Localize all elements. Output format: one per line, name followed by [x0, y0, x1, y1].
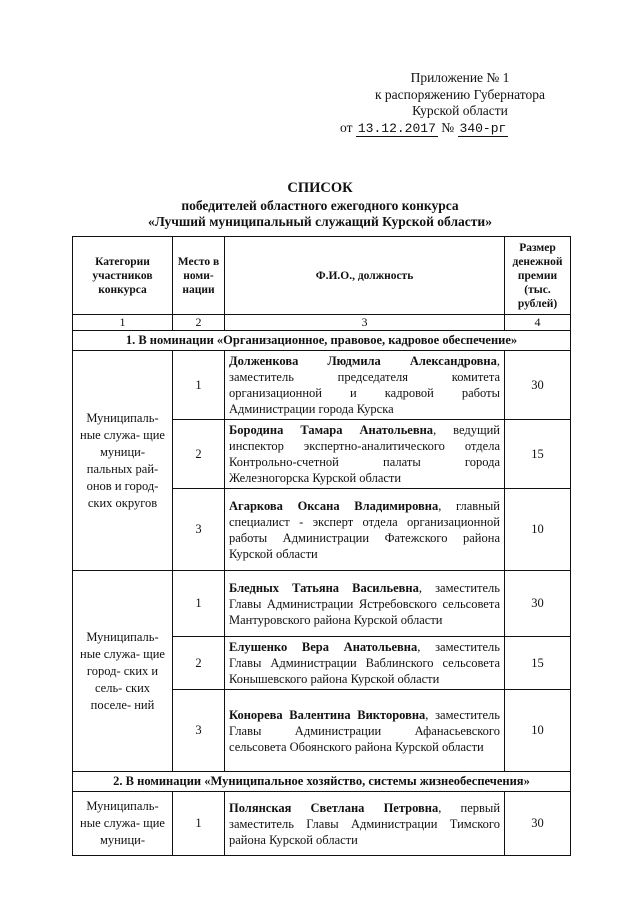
winner-position: , заместитель председателя комитета организационной и кадровой работы Администрации города Курска — [229, 354, 500, 416]
document-title: СПИСОК — [287, 180, 353, 196]
winner-name: Агаркова Оксана Владимировна — [229, 498, 439, 513]
fio-cell — [225, 489, 505, 571]
fio-cell — [225, 571, 505, 637]
prize-cell: 30 — [505, 351, 571, 420]
column-numbers-row — [73, 315, 571, 331]
number-prefix: № — [441, 119, 455, 135]
header-place: Место в номи- нации — [173, 237, 225, 315]
place-cell: 2 — [173, 637, 225, 690]
prize-cell: 10 — [505, 489, 571, 571]
appendix-date-line — [340, 120, 580, 138]
prize-cell: 10 — [505, 690, 571, 772]
place-cell: 1 — [173, 351, 225, 420]
header-fio: Ф.И.О., должность — [225, 237, 505, 315]
col-number-2: 2 — [173, 315, 225, 331]
winner-position: , главный специалист - эксперт отдела организационной работы Администрации Фатежского района Курской области — [229, 498, 500, 561]
fio-cell — [225, 351, 505, 420]
winner-name: Бледных Татьяна Васильевна — [229, 580, 419, 595]
prize-cell: 30 — [505, 571, 571, 637]
col-number-3: 3 — [225, 315, 505, 331]
fio-cell — [225, 637, 505, 690]
section-title-2: 2. В номинации «Муниципальное хозяйство, системы жизнеобеспечения» — [73, 772, 571, 792]
section-row-2 — [73, 772, 571, 792]
category-cell-1: Муниципаль- ные служа- щие муници- пальных рай- онов и город- ских округов — [73, 351, 173, 571]
date-value: 13.12.2017 — [357, 120, 436, 136]
winner-name: Конорева Валентина Викторовна — [229, 707, 426, 722]
place-cell: 2 — [173, 420, 225, 489]
place-cell: 1 — [173, 571, 225, 637]
winner-position: , ведущий инспектор экспертно-аналитического отдела Контрольно-счетной палаты города Железногорска Курской области — [229, 423, 500, 485]
appendix-line-2: к распоряжению Губернатора — [374, 86, 546, 102]
winners-table — [72, 236, 571, 856]
appendix-line-1: Приложение № 1 — [410, 70, 510, 85]
table-row — [73, 351, 571, 420]
table-header-row — [73, 237, 571, 315]
winner-name: Долженкова Людмила Александровна — [229, 354, 497, 368]
category-cell-2: Муниципаль- ные служа- щие город- ских и сель- ских поселе- ний — [73, 571, 173, 772]
winner-position: , заместитель Главы Администрации Ястребовского сельсовета Мантуровского района Курской области — [229, 580, 500, 627]
section-row-1 — [73, 331, 571, 351]
fio-cell — [225, 420, 505, 489]
fio-cell — [225, 690, 505, 772]
table-row — [73, 571, 571, 637]
place-cell: 3 — [173, 489, 225, 571]
prize-cell: 15 — [505, 637, 571, 690]
col-number-4: 4 — [505, 315, 571, 331]
appendix-line-3: Курской области — [412, 103, 508, 118]
document-subtitle-1: победителей областного ежегодного конкурса — [181, 198, 459, 213]
table-row — [73, 792, 571, 856]
number-value: 340-рг — [459, 120, 507, 136]
winner-name: Полянская Светлана Петровна — [229, 800, 439, 815]
appendix-block — [340, 70, 580, 137]
winner-name: Елушенко Вера Анатольевна — [229, 640, 418, 654]
document-subtitle-2: «Лучший муниципальный служащий Курской области» — [148, 214, 492, 229]
category-cell-3: Муниципаль- ные служа- щие муници- — [73, 792, 173, 856]
winner-name: Бородина Тамара Анатольевна — [229, 423, 434, 437]
winner-position: , первый заместитель Главы Администрации Тимского района Курской области — [229, 800, 501, 847]
winner-position: , заместитель Главы Администрации Афанасьевского сельсовета Обоянского района Курской области — [229, 707, 500, 754]
winner-position: , заместитель Главы Администрации Ваблинского сельсовета Конышевского района Курской области — [229, 640, 500, 686]
place-cell: 3 — [173, 690, 225, 772]
date-prefix: от — [340, 119, 353, 135]
header-category: Категории участников конкурса — [73, 237, 173, 315]
col-number-1: 1 — [73, 315, 173, 331]
section-title-1: 1. В номинации «Организационное, правовое, кадровое обеспечение» — [73, 331, 571, 351]
header-prize: Размер денежной премии (тыс. рублей) — [505, 237, 571, 315]
prize-cell: 15 — [505, 420, 571, 489]
fio-cell — [225, 792, 505, 856]
place-cell: 1 — [173, 792, 225, 856]
prize-cell: 30 — [505, 792, 571, 856]
